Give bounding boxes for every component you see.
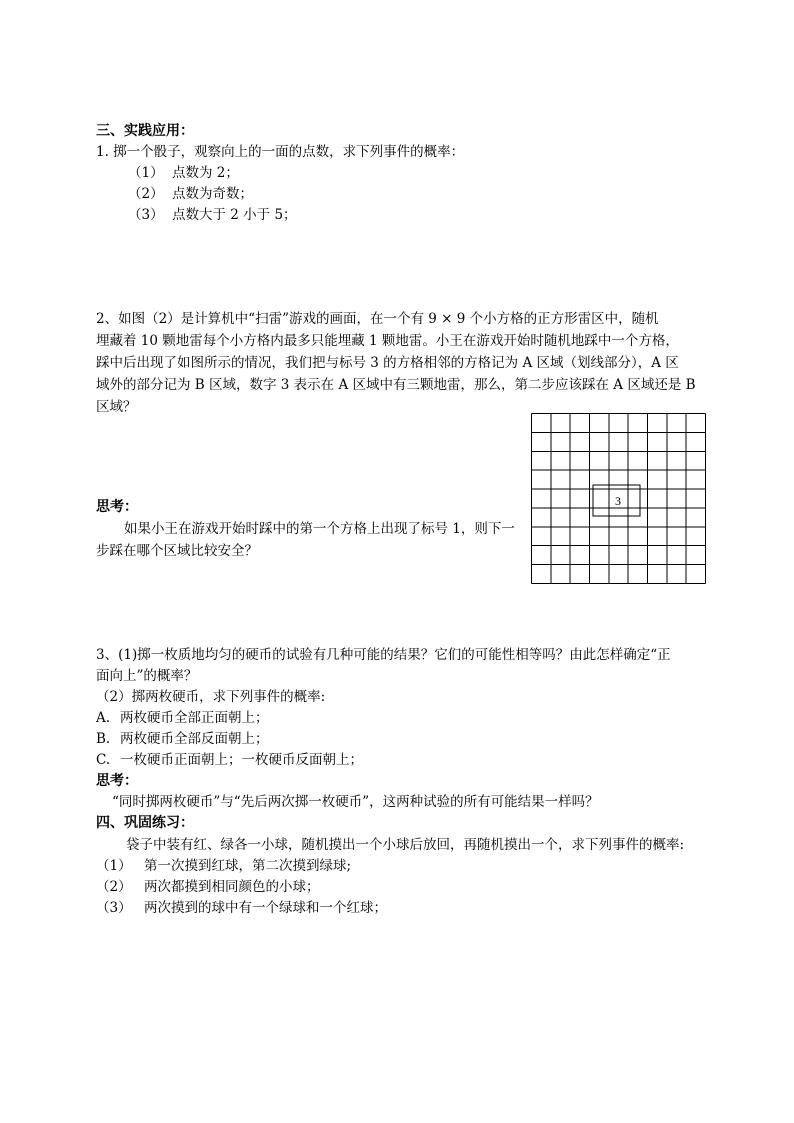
q1-stem: 1. 掷一个骰子，观察向上的一面的点数，求下列事件的概率： [96,144,465,160]
q1-item-3-text: 点数大于 2 小于 5； [172,207,297,223]
section3-heading: 三、实践应用： [96,123,194,139]
section4-item-2-num: （2） [96,879,132,895]
section4-intro: 袋子中装有红、绿各一小球，随机摸出一个小球后放回，再随机摸出一个，求下列事件的概率: [126,837,685,853]
q2-think-label: 思考： [96,499,138,515]
q3-line-2: 面向上”的概率？ [96,668,198,684]
q2-think-line-1: 如果小王在游戏开始时踩中的第一个方格上出现了标号 1，则下一 [124,521,515,537]
q3-item-a-text: 两枚硬币全部正面朝上； [120,710,269,726]
section4-item-1-num: （1） [96,858,132,874]
q3-think-text: “同时掷两枚硬币”与“先后两次掷一枚硬币”，这两种试验的所有可能结果一样吗？ [112,794,599,810]
section4-item-3-text: 两次摸到的球中有一个绿球和一个红球； [144,900,387,916]
q1-item-2-text: 点数为奇数； [172,186,253,202]
minesweeper-grid-svg [531,413,706,584]
q3-line-1: 3、(1)掷一枚质地均匀的硬币的试验有几种可能的结果？它们的可能性相等吗？由此怎样确定“正 [96,647,671,663]
minesweeper-grid [531,413,706,584]
q2-think-line-2: 步踩在哪个区域比较安全？ [96,543,258,559]
q3-item-b-num: B. [96,731,111,747]
q2-line-5: 区域？ [96,399,137,415]
q3-item-a-num: A. [96,710,111,726]
section4-heading: 四、巩固练习： [96,815,194,831]
q2-line-3: 踩中后出现了如图所示的情况，我们把与标号 3 的方格相邻的方格记为 A 区域（划线部分），A 区 [96,355,679,371]
section4-item-3-num: （3） [96,900,132,916]
q2-line-4: 域外的部分记为 B 区域，数字 3 表示在 A 区域中有三颗地雷，那么，第二步应该踩在 A 区域还是 B [96,377,696,393]
q2-line-1: 2、如图（2）是计算机中“扫雷”游戏的画面，在一个有 9 × 9 个小方格的正方形雷区中，随机 [96,311,659,327]
grid-number-3: 3 [615,494,621,508]
q1-item-2-num: （2） [128,186,164,202]
q3-think-label: 思考： [96,773,138,789]
q3-item-c-num: C. [96,752,111,768]
q3-part2: （2）掷两枚硬币，求下列事件的概率: [96,689,326,705]
q1-item-3-num: （3） [128,207,164,223]
section4-item-1-text: 第一次摸到红球，第二次摸到绿球; [144,858,352,874]
q1-item-1-text: 点数为 2； [172,165,239,181]
q3-item-c-text: 一枚硬币正面朝上；一枚硬币反面朝上； [120,752,363,768]
q3-item-b-text: 两枚硬币全部反面朝上； [120,731,269,747]
q2-line-2: 埋藏着 10 颗地雷每个小方格内最多只能埋藏 1 颗地雷。小王在游戏开始时随机地踩中一个方格， [96,333,679,349]
section4-item-2-text: 两次都摸到相同颜色的小球； [144,879,320,895]
q1-item-1-num: （1） [128,165,164,181]
